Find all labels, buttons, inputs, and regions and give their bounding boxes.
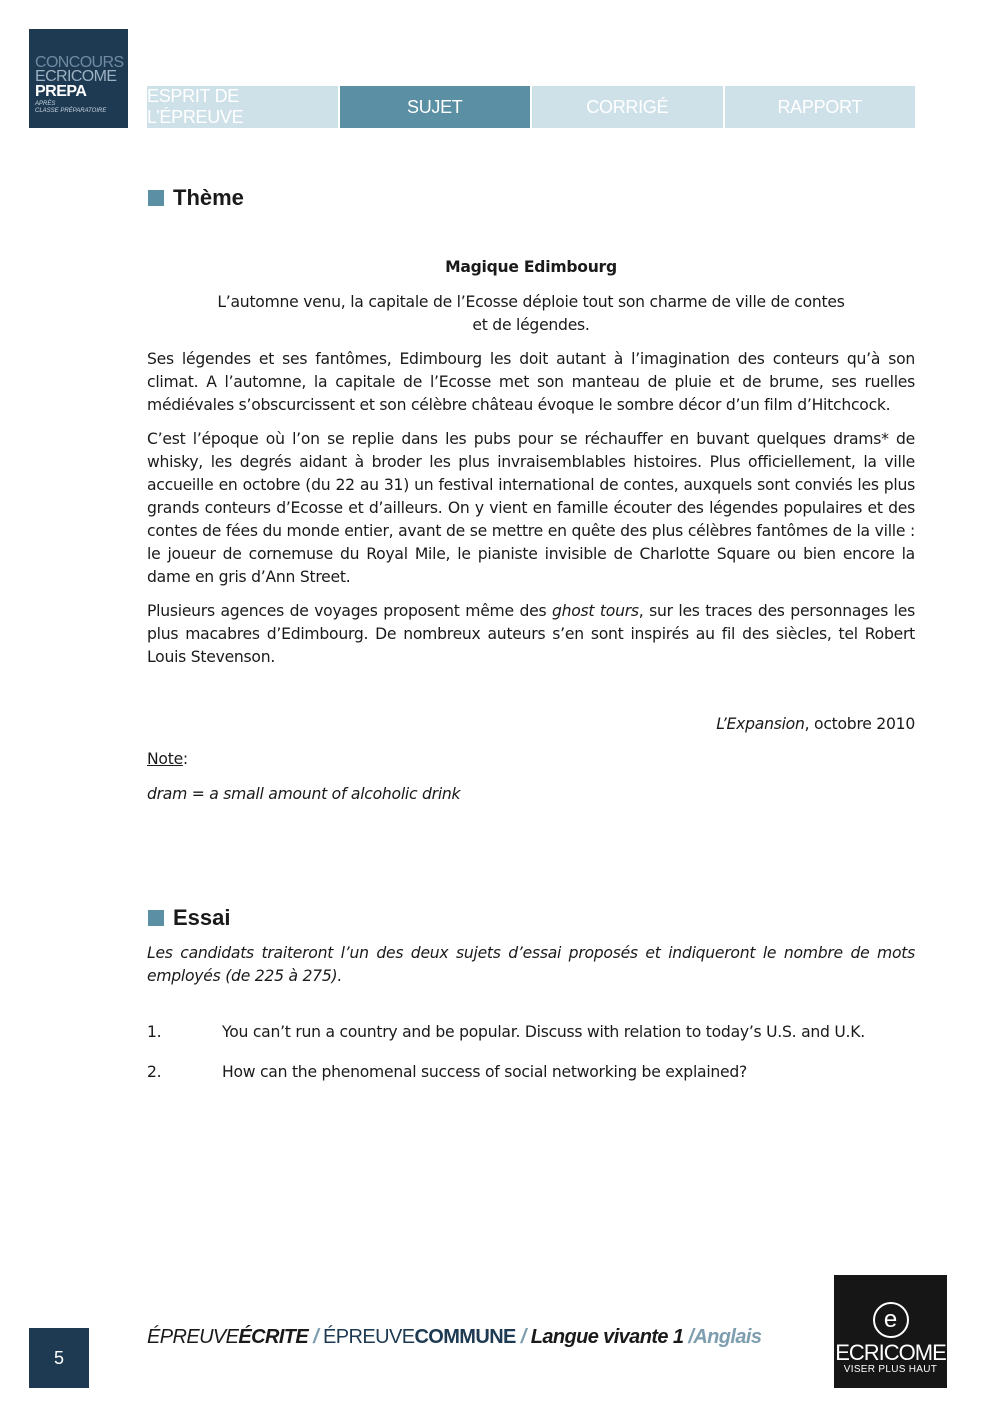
- note-label-line: [147, 748, 915, 771]
- paragraph-1: Ses légendes et ses fantômes, Edimbourg les doit autant à l’imagination des conteurs qu’à son climat. A l’automne, la capitale de l’Ecosse met son manteau de pluie et de brume, ses ruelles médiévales s’obscurcissent et son célèbre château évoque le sombre décor d’un film d’Hitchcock.: [147, 350, 915, 414]
- footer-ecrite: ÉCRITE: [238, 1326, 309, 1348]
- item-number: 2.: [147, 1063, 162, 1081]
- ecricome-e-icon: e: [873, 1302, 909, 1338]
- source-publication: L’Expansion: [716, 715, 805, 733]
- footer-langue: Langue vivante 1: [530, 1326, 684, 1348]
- ecricome-logo: [834, 1275, 947, 1388]
- tab-sujet[interactable]: SUJET: [340, 86, 531, 128]
- logo-line-ecricome: ECRICOME: [35, 68, 117, 85]
- essai-heading-text: Essai: [173, 905, 231, 930]
- square-bullet-icon: [148, 190, 164, 206]
- item-number: 1.: [147, 1023, 162, 1041]
- list-item: [147, 1023, 915, 1041]
- footer-anglais: Anglais: [693, 1326, 762, 1348]
- page-number: 5: [29, 1328, 89, 1388]
- section-tabs: [147, 86, 915, 128]
- tab-esprit[interactable]: ESPRIT DE L’ÉPREUVE: [147, 86, 338, 128]
- note-label: Note: [147, 750, 183, 768]
- square-bullet-icon: [148, 910, 164, 926]
- note-text: dram = a small amount of alcoholic drink: [147, 785, 461, 803]
- theme-text: [147, 256, 915, 806]
- theme-heading: [148, 185, 244, 211]
- ecricome-prepa-logo: [29, 29, 128, 128]
- essai-instructions: Les candidats traiteront l’un des deux sujets d’essai proposés et indiqueront le nombre de mots employés (de 225 à 275).: [147, 944, 915, 985]
- footer-slash-1: /: [313, 1326, 319, 1348]
- tab-corrige[interactable]: CORRIGÉ: [532, 86, 723, 128]
- paragraph-3-start: Plusieurs agences de voyages proposent même des: [147, 602, 552, 620]
- paragraph-3: [147, 600, 915, 669]
- essai-heading: [148, 905, 231, 931]
- footer-slash-2: /: [520, 1326, 526, 1348]
- note-colon: :: [182, 750, 188, 768]
- footer-commune: COMMUNE: [414, 1326, 516, 1348]
- footer-exam-label: [147, 1326, 761, 1349]
- logo-line-concours: CONCOURS: [35, 54, 124, 71]
- text-subtitle-line2: et de légendes.: [472, 316, 590, 334]
- item-text: How can the phenomenal success of social networking be explained?: [222, 1063, 748, 1081]
- footer-epreuve: ÉPREUVE: [147, 1326, 239, 1348]
- logo-name: ECRICOME: [835, 1340, 946, 1365]
- paragraph-3-end: , sur les traces des personnages les plus macabres d’Edimbourg. De nombreux auteurs s’en sont inspirés au fil des siècles, tel Robert Louis Stevenson.: [147, 602, 915, 666]
- footer-epreuve-2: ÉPREUVE: [323, 1326, 415, 1348]
- source-date: , octobre 2010: [804, 715, 915, 733]
- item-text: You can’t run a country and be popular. Discuss with relation to today’s U.S. and U.K.: [222, 1023, 865, 1041]
- text-subtitle-line1: L’automne venu, la capitale de l’Ecosse déploie tout son charme de ville de contes: [217, 293, 845, 311]
- logo-line-apres: APRÈS: [35, 101, 56, 107]
- source-citation: [147, 713, 915, 736]
- logo-line-prepa: PREPA: [35, 83, 87, 100]
- footer-slash-3: /: [688, 1326, 694, 1348]
- logo-line-classe: CLASSE PRÉPARATOIRE: [35, 108, 107, 114]
- text-title: Magique Edimbourg: [445, 258, 617, 276]
- paragraph-3-italic: ghost tours: [551, 602, 639, 620]
- theme-heading-text: Thème: [173, 185, 244, 210]
- paragraph-2: C’est l’époque où l’on se replie dans les pubs pour se réchauffer en buvant quelques drams* de whisky, les degrés aidant à broder les plus invraisemblables histoires. Plus officiellement, la ville accueille en octobre (du 22 au 31) un festival international de contes, auxquels sont conviés les plus grands conteurs d’Ecosse et d’ailleurs. On y vient en famille écouter des légendes populaires et des contes de fées du monde entier, avant de se mettre en quête des plus célèbres fantômes de la ville : le joueur de cornemuse du Royal Mile, le pianiste invisible de Charlotte Square ou bien encore la dame en gris d’Ann Street.: [147, 430, 915, 586]
- essai-topics: [147, 1023, 915, 1081]
- logo-tagline: VISER PLUS HAUT: [843, 1364, 938, 1375]
- list-item: [147, 1063, 915, 1081]
- tab-rapport[interactable]: RAPPORT: [725, 86, 916, 128]
